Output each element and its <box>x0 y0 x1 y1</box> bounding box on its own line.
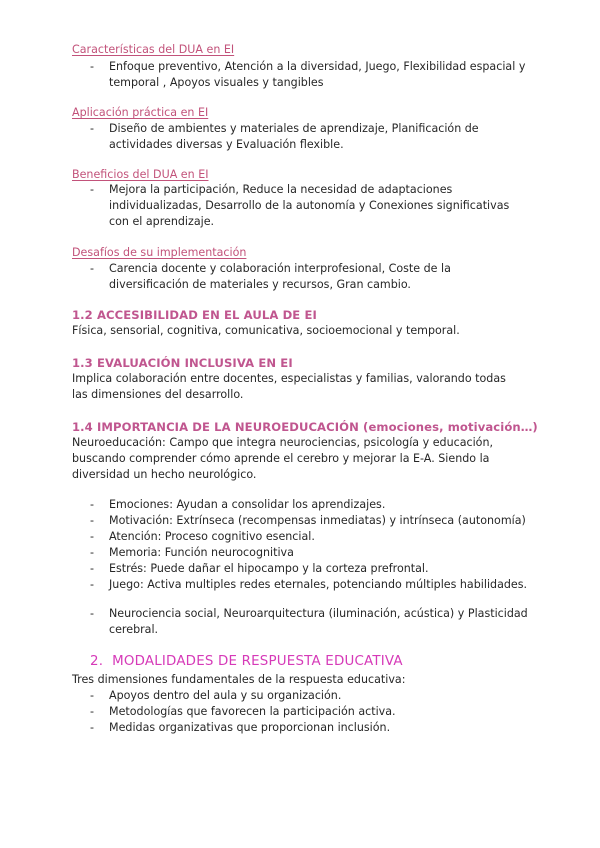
response-modalities-text: Tres dimensiones fundamentales de la respuesta educativa: <box>72 673 406 686</box>
implementation-challenges-title: Desafíos de su implementación <box>72 246 247 259</box>
practical-application-title: Aplicación práctica en EI <box>72 106 209 119</box>
inclusive-evaluation-heading: 1.3 EVALUACIÓN INCLUSIVA EN EI <box>72 356 293 370</box>
dua-benefits-list <box>90 182 530 230</box>
list-item: - Mejora la participación, Reduce la necesidad de adaptaciones individualizadas, Desarrollo de la autonomía y Conexiones significativas con el aprendizaje. <box>90 182 530 230</box>
neuroeducation-text: Neuroeducación: Campo que integra neurociencias, psicología y educación, buscando comprender cómo aprende el cerebro y mejorar la E-A. Siendo la diversidad un hecho neurológico. <box>72 436 494 481</box>
section-title: MODALIDADES DE RESPUESTA EDUCATIVA <box>112 654 403 669</box>
list-item: - Diseño de ambientes y materiales de aprendizaje, Planificación de actividades diversas y Evaluación flexible. <box>90 121 530 153</box>
neuroeducation-list <box>90 497 530 593</box>
response-modalities-heading <box>90 654 403 670</box>
list-item: - Neurociencia social, Neuroarquitectura (iluminación, acústica) y Plasticidad cerebral. <box>90 606 530 638</box>
list-item: - Atención: Proceso cognitivo esencial. <box>90 529 530 545</box>
list-item: - Motivación: Extrínseca (recompensas inmediatas) y intrínseca (autonomía) <box>90 513 530 529</box>
inclusive-evaluation-text: Implica colaboración entre docentes, especialistas y familias, valorando todas las dimensiones del desarrollo. <box>72 372 506 401</box>
neuroeducation-extra-list <box>90 606 530 638</box>
list-item: - Apoyos dentro del aula y su organización. <box>90 688 530 704</box>
list-item: - Estrés: Puede dañar el hipocampo y la corteza prefrontal. <box>90 561 530 577</box>
list-item: - Enfoque preventivo, Atención a la diversidad, Juego, Flexibilidad espacial y temporal , Apoyos visuales y tangibles <box>90 59 530 91</box>
implementation-challenges-list <box>90 261 530 293</box>
list-item: - Juego: Activa multiples redes eternales, potenciando múltiples habilidades. <box>90 577 530 593</box>
dua-features-list <box>90 59 530 91</box>
accessibility-text: Física, sensorial, cognitiva, comunicativa, socioemocional y temporal. <box>72 324 460 337</box>
accessibility-heading: 1.2 ACCESIBILIDAD EN EL AULA DE EI <box>72 308 317 322</box>
response-modalities-list <box>90 688 530 736</box>
dua-benefits-title: Beneficios del DUA en EI <box>72 168 209 181</box>
list-item: - Metodologías que favorecen la participación activa. <box>90 704 530 720</box>
list-item: - Carencia docente y colaboración interprofesional, Coste de la diversificación de materiales y recursos, Gran cambio. <box>90 261 530 293</box>
list-item: - Memoria: Función neurocognitiva <box>90 545 530 561</box>
neuroeducation-heading: 1.4 IMPORTANCIA DE LA NEUROEDUCACIÓN (emociones, motivación…) <box>72 420 538 434</box>
section-number: 2. <box>90 654 104 669</box>
list-item: - Emociones: Ayudan a consolidar los aprendizajes. <box>90 497 530 513</box>
list-item: - Medidas organizativas que proporcionan inclusión. <box>90 720 530 736</box>
practical-application-list <box>90 121 530 153</box>
dua-features-title: Características del DUA en EI <box>72 43 235 56</box>
